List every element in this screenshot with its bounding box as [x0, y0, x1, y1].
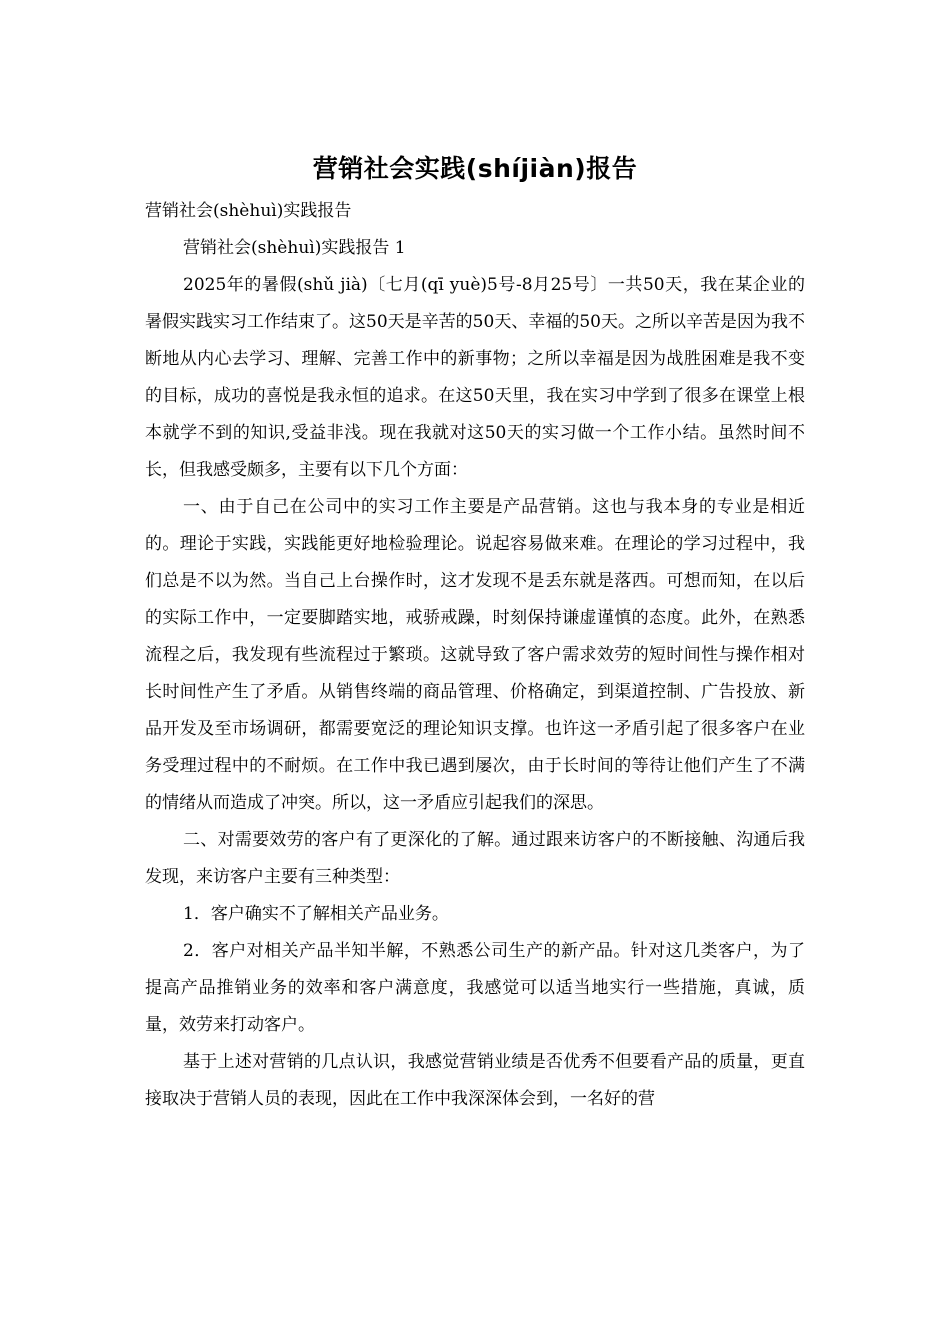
paragraph-conclusion: 基于上述对营销的几点认识，我感觉营销业绩是否优秀不但要看产品的质量，更直接取决于营销人员的表现，因此在工作中我深深体会到，一名好的营 — [145, 1052, 805, 1109]
list-item-customer-type-1: 1．客户确实不了解相关产品业务。 — [183, 904, 449, 924]
document-body — [145, 193, 805, 1118]
section-heading: 营销社会(shèhuì)实践报告 1 — [183, 238, 406, 258]
paragraph-point-one: 一、由于自己在公司中的实习工作主要是产品营销。这也与我本身的专业是相近的。理论于实践，实践能更好地检验理论。说起容易做来难。在理论的学习过程中，我们总是不以为然。当自己上台操作时，这才发现不是丢东就是落西。可想而知，在以后的实际工作中，一定要脚踏实地，戒骄戒躁，时刻保持谦虚谨慎的态度。此外，在熟悉流程之后，我发现有些流程过于繁琐。这就导致了客户需求效劳的短时间性与操作相对长时间性产生了矛盾。从销售终端的商品管理、价格确定，到渠道控制、广告投放、新品开发及至市场调研，都需要宽泛的理论知识支撑。也许这一矛盾引起了很多客户在业务受理过程中的不耐烦。在工作中我已遇到屡次，由于长时间的等待让他们产生了不满的情绪从而造成了冲突。所以，这一矛盾应引起我们的深思。 — [145, 497, 805, 813]
document-subtitle: 营销社会(shèhuì)实践报告 — [145, 201, 352, 221]
paragraph-intro: 2025年的暑假(shǔ jià)〔七月(qī yuè)5号-8月25号〕一共50天，我在某企业的暑假实践实习工作结束了。这50天是辛苦的50天、幸福的50天。之所以辛苦是因为我不断地从内心去学习、理解、完善工作中的新事物；之所以幸福是因为战胜困难是我不变的目标，成功的喜悦是我永恒的追求。在这50天里，我在实习中学到了很多在课堂上根本就学不到的知识,受益非浅。现在我就对这50天的实习做一个工作小结。虽然时间不长，但我感受颇多，主要有以下几个方面： — [145, 275, 805, 480]
paragraph-point-two: 二、对需要效劳的客户有了更深化的了解。通过跟来访客户的不断接触、沟通后我发现，来访客户主要有三种类型： — [145, 830, 805, 887]
document-title: 营销社会实践(shíjiàn)报告 — [312, 154, 638, 183]
list-item-customer-type-2: 2．客户对相关产品半知半解，不熟悉公司生产的新产品。针对这几类客户，为了提高产品推销业务的效率和客户满意度，我感觉可以适当地实行一些措施，真诚，质量，效劳来打动客户。 — [145, 941, 805, 1035]
